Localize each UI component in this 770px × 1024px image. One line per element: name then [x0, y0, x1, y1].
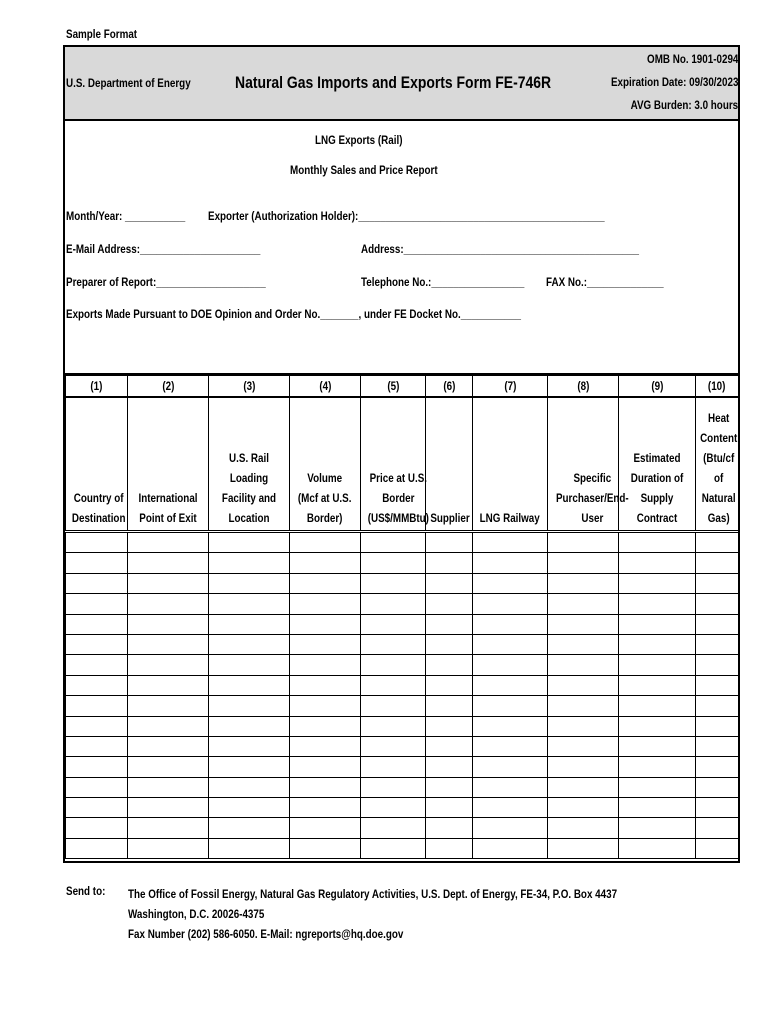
column-header	[556, 468, 629, 530]
table-cell[interactable]	[426, 798, 473, 818]
table-cell[interactable]	[290, 716, 361, 736]
table-cell[interactable]	[426, 614, 473, 634]
column-number: (8)	[576, 379, 590, 393]
column-number: (2)	[161, 379, 175, 393]
table-cell[interactable]	[128, 532, 209, 553]
column-header-line: Price at U.S.	[369, 471, 428, 485]
table-cell[interactable]	[548, 675, 619, 695]
table-cell[interactable]	[66, 553, 128, 573]
exports-table	[65, 375, 739, 859]
send-to-label: Send to:	[66, 884, 106, 898]
table-cell[interactable]	[209, 655, 290, 675]
column-number-row	[66, 376, 739, 398]
table-row	[66, 675, 739, 695]
table-cell[interactable]	[548, 573, 619, 593]
form-fe-746r	[63, 45, 740, 863]
exporter-field[interactable]: Exporter (Authorization Holder):_____________________________________________	[208, 209, 605, 223]
column-header-cell	[209, 397, 290, 532]
table-cell[interactable]	[473, 838, 548, 858]
table-cell[interactable]	[209, 634, 290, 654]
table-cell[interactable]	[66, 614, 128, 634]
table-cell[interactable]	[548, 614, 619, 634]
column-header-cell	[696, 397, 739, 532]
column-header	[700, 408, 737, 530]
table-cell[interactable]	[128, 614, 209, 634]
table-cell[interactable]	[619, 798, 696, 818]
table-cell[interactable]	[209, 594, 290, 614]
address-line-1: The Office of Fossil Energy, Natural Gas Regulatory Activities, U.S. Dept. of Energy, FE-34, P.O. Box 4437	[128, 887, 618, 901]
table-cell[interactable]	[426, 696, 473, 716]
table-cell[interactable]	[209, 532, 290, 553]
table-cell[interactable]	[290, 818, 361, 838]
table-cell[interactable]	[696, 573, 739, 593]
table-cell[interactable]	[290, 798, 361, 818]
table-cell[interactable]	[548, 736, 619, 756]
table-cell[interactable]	[473, 634, 548, 654]
column-header-line: Facility and	[221, 491, 277, 505]
table-cell[interactable]	[209, 736, 290, 756]
form-title: Natural Gas Imports and Exports Form FE-746R	[235, 73, 552, 92]
table-cell[interactable]	[619, 838, 696, 858]
column-header-line: Heat	[707, 411, 730, 425]
table-cell[interactable]	[548, 798, 619, 818]
column-header-cell	[473, 397, 548, 532]
column-number-cell	[290, 376, 361, 398]
table-cell[interactable]	[66, 757, 128, 777]
table-cell[interactable]	[290, 675, 361, 695]
column-header-line: (US$/MMBtu)	[367, 511, 429, 525]
expiration-date: Expiration Date: 09/30/2023	[610, 75, 738, 89]
table-cell[interactable]	[128, 655, 209, 675]
table-cell[interactable]	[361, 532, 426, 553]
column-header-line: Volume	[307, 471, 343, 485]
column-header-cell	[426, 397, 473, 532]
table-cell[interactable]	[426, 594, 473, 614]
table-row	[66, 736, 739, 756]
column-header-cell	[66, 397, 128, 532]
column-header	[480, 508, 540, 530]
column-header-line: Natural	[701, 491, 736, 505]
column-header	[72, 488, 126, 530]
column-header-line: International	[138, 491, 198, 505]
table-cell[interactable]	[209, 614, 290, 634]
column-header-cell	[619, 397, 696, 532]
column-header-line: (Btu/cf of	[703, 451, 735, 485]
column-number-cell	[426, 376, 473, 398]
table-cell[interactable]	[696, 532, 739, 553]
table-row	[66, 798, 739, 818]
column-number: (4)	[318, 379, 332, 393]
table-cell[interactable]	[548, 532, 619, 553]
table-cell[interactable]	[361, 634, 426, 654]
column-header	[298, 468, 352, 530]
column-number: (6)	[442, 379, 456, 393]
column-number-cell	[548, 376, 619, 398]
telephone-field[interactable]: Telephone No.:_________________	[361, 275, 525, 289]
table-cell[interactable]	[209, 716, 290, 736]
table-cell[interactable]	[426, 777, 473, 797]
table-row	[66, 716, 739, 736]
table-row	[66, 818, 739, 838]
table-row	[66, 655, 739, 675]
table-cell[interactable]	[66, 573, 128, 593]
table-cell[interactable]	[361, 757, 426, 777]
table-cell[interactable]	[696, 757, 739, 777]
table-row	[66, 757, 739, 777]
column-number-cell	[361, 376, 426, 398]
column-number-cell	[619, 376, 696, 398]
report-info-section	[65, 121, 738, 375]
month-year-field[interactable]: Month/Year: ___________	[66, 209, 186, 223]
column-number: (10)	[708, 379, 726, 393]
table-cell[interactable]	[128, 838, 209, 858]
table-cell[interactable]	[209, 696, 290, 716]
table-cell[interactable]	[290, 655, 361, 675]
table-cell[interactable]	[290, 594, 361, 614]
table-cell[interactable]	[209, 798, 290, 818]
table-cell[interactable]	[66, 696, 128, 716]
table-cell[interactable]	[473, 798, 548, 818]
table-cell[interactable]	[128, 594, 209, 614]
address-line-2: Washington, D.C. 20026-4375	[128, 907, 265, 921]
column-header-line: Estimated	[633, 451, 681, 465]
table-cell[interactable]	[128, 553, 209, 573]
column-header-line: U.S. Rail Loading	[229, 451, 269, 485]
table-row	[66, 594, 739, 614]
column-header-cell	[128, 397, 209, 532]
table-cell[interactable]	[619, 777, 696, 797]
table-cell[interactable]	[696, 675, 739, 695]
table-cell[interactable]	[548, 757, 619, 777]
column-number-cell	[66, 376, 128, 398]
table-cell[interactable]	[619, 634, 696, 654]
column-header-line: Destination	[71, 511, 126, 525]
table-cell[interactable]	[696, 777, 739, 797]
table-cell[interactable]	[290, 573, 361, 593]
table-cell[interactable]	[361, 675, 426, 695]
column-header	[430, 508, 469, 530]
table-cell[interactable]	[361, 614, 426, 634]
table-cell[interactable]	[66, 736, 128, 756]
table-cell[interactable]	[290, 553, 361, 573]
table-row	[66, 838, 739, 858]
table-cell[interactable]	[66, 532, 128, 553]
table-cell[interactable]	[66, 777, 128, 797]
table-cell[interactable]	[128, 798, 209, 818]
table-cell[interactable]	[696, 594, 739, 614]
table-row	[66, 696, 739, 716]
table-cell[interactable]	[426, 716, 473, 736]
table-cell[interactable]	[426, 757, 473, 777]
column-number-cell	[696, 376, 739, 398]
avg-burden: AVG Burden: 3.0 hours	[630, 98, 738, 112]
column-number: (3)	[242, 379, 256, 393]
address-line-3: Fax Number (202) 586-6050. E-Mail: ngreports@hq.doe.gov	[128, 927, 404, 941]
table-cell[interactable]	[473, 818, 548, 838]
column-number-cell	[209, 376, 290, 398]
table-cell[interactable]	[426, 838, 473, 858]
table-cell[interactable]	[696, 818, 739, 838]
column-header	[138, 488, 197, 530]
column-header-cell	[361, 397, 429, 532]
column-header-line: Location	[228, 511, 270, 525]
table-cell[interactable]	[696, 716, 739, 736]
column-header-row	[66, 397, 739, 532]
table-cell[interactable]	[473, 675, 548, 695]
table-cell[interactable]	[619, 675, 696, 695]
table-cell[interactable]	[426, 573, 473, 593]
table-cell[interactable]	[548, 655, 619, 675]
table-cell[interactable]	[128, 573, 209, 593]
table-cell[interactable]	[696, 798, 739, 818]
table-row	[66, 553, 739, 573]
table-cell[interactable]	[619, 573, 696, 593]
order-docket-field[interactable]: Exports Made Pursuant to DOE Opinion and Order No._______, under FE Docket No.___________	[66, 307, 521, 321]
table-cell[interactable]	[473, 553, 548, 573]
table-cell[interactable]	[128, 696, 209, 716]
table-cell[interactable]	[290, 736, 361, 756]
column-header-line: Supply Contract	[636, 491, 678, 525]
table-cell[interactable]	[619, 614, 696, 634]
table-cell[interactable]	[209, 777, 290, 797]
table-cell[interactable]	[548, 696, 619, 716]
table-cell[interactable]	[473, 777, 548, 797]
column-number-cell	[128, 376, 209, 398]
table-cell[interactable]	[473, 594, 548, 614]
column-header-line: Gas)	[707, 511, 730, 525]
table-cell[interactable]	[361, 838, 426, 858]
table-cell[interactable]	[426, 736, 473, 756]
table-cell[interactable]	[361, 736, 426, 756]
table-cell[interactable]	[290, 757, 361, 777]
column-header-line: (Mcf at U.S.	[298, 491, 352, 505]
column-header-line: Border)	[307, 511, 343, 525]
table-cell[interactable]	[426, 634, 473, 654]
address-field[interactable]: Address:___________________________________________	[361, 242, 639, 256]
column-header-line: LNG Railway	[479, 511, 541, 525]
table-cell[interactable]	[548, 716, 619, 736]
preparer-field[interactable]: Preparer of Report:____________________	[66, 275, 266, 289]
table-cell[interactable]	[290, 777, 361, 797]
table-cell[interactable]	[619, 818, 696, 838]
table-row	[66, 532, 739, 553]
table-cell[interactable]	[696, 614, 739, 634]
table-cell[interactable]	[209, 553, 290, 573]
table-cell[interactable]	[696, 553, 739, 573]
table-cell[interactable]	[209, 675, 290, 695]
table-cell[interactable]	[209, 573, 290, 593]
table-cell[interactable]	[426, 818, 473, 838]
table-cell[interactable]	[66, 655, 128, 675]
table-cell[interactable]	[548, 818, 619, 838]
table-cell[interactable]	[473, 757, 548, 777]
mailing-address	[128, 884, 724, 944]
column-number: (9)	[650, 379, 664, 393]
column-header-line: Duration of	[630, 471, 684, 485]
table-cell[interactable]	[361, 716, 426, 736]
table-cell[interactable]	[548, 838, 619, 858]
column-number: (1)	[90, 379, 103, 393]
table-cell[interactable]	[66, 594, 128, 614]
table-cell[interactable]	[128, 736, 209, 756]
table-cell[interactable]	[548, 634, 619, 654]
subtitle-report: Monthly Sales and Price Report	[290, 163, 438, 177]
table-cell[interactable]	[66, 838, 128, 858]
column-header	[368, 468, 429, 530]
table-cell[interactable]	[619, 757, 696, 777]
omb-number: OMB No. 1901-0294	[646, 52, 738, 66]
table-cell[interactable]	[128, 716, 209, 736]
column-header	[626, 448, 688, 530]
column-header	[216, 448, 282, 530]
column-number: (5)	[386, 379, 400, 393]
column-header-line: Country of	[73, 491, 124, 505]
table-cell[interactable]	[696, 634, 739, 654]
email-field[interactable]: E-Mail Address:______________________	[66, 242, 261, 256]
table-cell[interactable]	[209, 757, 290, 777]
table-cell[interactable]	[361, 798, 426, 818]
table-cell[interactable]	[128, 818, 209, 838]
table-cell[interactable]	[473, 655, 548, 675]
table-cell[interactable]	[361, 573, 426, 593]
table-row	[66, 777, 739, 797]
column-header-cell	[290, 397, 361, 532]
column-header-line: User	[581, 511, 604, 525]
table-cell[interactable]	[290, 838, 361, 858]
table-cell[interactable]	[696, 696, 739, 716]
table-cell[interactable]	[619, 736, 696, 756]
table-cell[interactable]	[473, 736, 548, 756]
table-cell[interactable]	[209, 818, 290, 838]
table-cell[interactable]	[66, 675, 128, 695]
table-cell[interactable]	[361, 696, 426, 716]
table-cell[interactable]	[426, 675, 473, 695]
table-cell[interactable]	[619, 532, 696, 553]
table-cell[interactable]	[66, 818, 128, 838]
table-cell[interactable]	[66, 798, 128, 818]
sample-format-label: Sample Format	[66, 27, 138, 41]
table-row	[66, 614, 739, 634]
column-header-line: Point of Exit	[139, 511, 197, 525]
subtitle-lng-exports: LNG Exports (Rail)	[315, 133, 403, 147]
table-cell[interactable]	[361, 553, 426, 573]
table-cell[interactable]	[426, 532, 473, 553]
table-cell[interactable]	[66, 634, 128, 654]
table-cell[interactable]	[361, 594, 426, 614]
table-cell[interactable]	[290, 532, 361, 553]
table-cell[interactable]	[619, 553, 696, 573]
table-cell[interactable]	[426, 553, 473, 573]
department-name: U.S. Department of Energy	[66, 76, 191, 90]
table-cell[interactable]	[290, 634, 361, 654]
table-cell[interactable]	[548, 594, 619, 614]
table-cell[interactable]	[361, 777, 426, 797]
column-header-cell	[548, 397, 629, 532]
table-cell[interactable]	[619, 655, 696, 675]
table-cell[interactable]	[619, 594, 696, 614]
table-cell[interactable]	[361, 655, 426, 675]
table-cell[interactable]	[361, 818, 426, 838]
table-cell[interactable]	[209, 838, 290, 858]
form-header	[65, 47, 738, 121]
table-cell[interactable]	[290, 614, 361, 634]
table-cell[interactable]	[696, 736, 739, 756]
table-cell[interactable]	[548, 777, 619, 797]
column-header-line: Purchaser/End-	[555, 491, 629, 505]
table-row	[66, 634, 739, 654]
table-cell[interactable]	[473, 696, 548, 716]
table-cell[interactable]	[426, 655, 473, 675]
table-cell[interactable]	[128, 675, 209, 695]
column-header-line: Supplier	[430, 511, 470, 525]
column-header-line: Border	[382, 491, 415, 505]
fax-field[interactable]: FAX No.:______________	[546, 275, 664, 289]
table-cell[interactable]	[473, 614, 548, 634]
table-cell[interactable]	[619, 716, 696, 736]
table-cell[interactable]	[473, 532, 548, 553]
table-cell[interactable]	[548, 553, 619, 573]
table-cell[interactable]	[696, 655, 739, 675]
table-cell[interactable]	[66, 716, 128, 736]
table-cell[interactable]	[473, 573, 548, 593]
table-cell[interactable]	[128, 634, 209, 654]
table-cell[interactable]	[128, 777, 209, 797]
column-header-line: Specific	[573, 471, 612, 485]
table-cell[interactable]	[473, 716, 548, 736]
column-number: (7)	[503, 379, 517, 393]
table-cell[interactable]	[290, 696, 361, 716]
table-cell[interactable]	[128, 757, 209, 777]
column-header-line: Content	[700, 431, 738, 445]
table-cell[interactable]	[696, 838, 739, 858]
table-row	[66, 573, 739, 593]
column-number-cell	[473, 376, 548, 398]
table-cell[interactable]	[619, 696, 696, 716]
